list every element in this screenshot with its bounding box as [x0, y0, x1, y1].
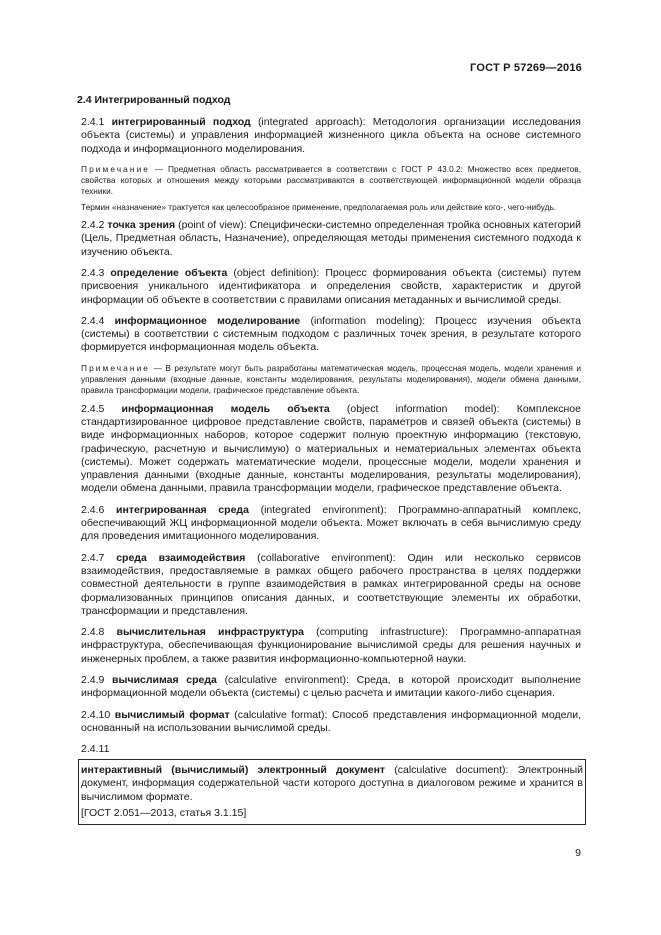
boxed-source-reference: [ГОСТ 2.051—2013, статья 3.1.15] — [81, 807, 247, 820]
entry-english: (computing infrastructure): — [316, 626, 448, 639]
entry-term: точка зрения — [107, 219, 176, 232]
entry-term: интегрированная среда — [116, 503, 249, 516]
entry-number: 2.4.3 — [81, 266, 105, 279]
entry-term: информационное моделирование — [114, 314, 301, 327]
entry-number: 2.4.9 — [81, 673, 105, 686]
entry-2-4-11-number: 2.4.11 — [81, 743, 110, 756]
entry-number: 2.4.4 — [81, 314, 105, 327]
entry-term: интерактивный (вычислимый) электронный документ — [81, 764, 386, 777]
entry-2-4-4 — [81, 315, 581, 355]
entry-english: (information modeling): — [310, 314, 426, 327]
entry-2-4-5 — [81, 403, 581, 496]
entry-term: информационная модель объекта — [121, 402, 330, 415]
entry-2-4-1 — [81, 116, 581, 156]
entry-english: (calculative environment): — [224, 673, 349, 686]
entry-number: 2.4.2 — [81, 219, 105, 232]
entry-2-4-3 — [81, 267, 581, 307]
note-subject-area — [81, 164, 581, 198]
entry-definition: Программно-аппаратная инфраструктура, обеспечивающая функционирование вычислимой среды для решения научных и инженерных проблем, а также развития информационно-компьютерной науки. — [81, 626, 582, 665]
entry-term: определение объекта — [110, 266, 228, 279]
note-purpose-term — [81, 202, 581, 213]
entry-english: (integrated approach): — [257, 116, 366, 128]
entry-definition: Среда, в которой происходит выполнение информационной модели объекта (системы) с целью расчета и имитации какого-либо сценария. — [81, 673, 581, 700]
entry-2-4-10 — [81, 709, 581, 736]
note-lead: Примечание — [81, 362, 151, 373]
entry-term: вычислимый формат — [114, 708, 230, 721]
page-number: 9 — [575, 847, 581, 859]
note-text: — Предметная область рассматривается в соответствии с ГОСТ Р 43.0.2: Множество всех предметов, свойства которых и отношения между которыми рассматриваются в соответствующей информационной модели образца техники. — [81, 163, 581, 197]
standard-header: ГОСТ Р 57269—2016 — [470, 62, 582, 74]
entry-definition: Процесс формирования объекта (системы) путем присвоения уникального идентификатора и определения свойств, характеристик и другой информации об объекте в соответствии с правилами описания метаданных и вычислимой среды. — [81, 266, 582, 306]
entry-number: 2.4.1 — [81, 116, 105, 128]
entry-english: (object definition): — [233, 266, 320, 279]
entry-definition: Электронный документ, информация содержательной части которого доступна в диалоговом режиме и хранится в вычислимом формате. — [81, 764, 584, 803]
entry-term: вычислительная инфраструктура — [116, 626, 304, 639]
entry-definition: Процесс изучения объекта (системы) в соответствии с системным подходом с различных точек зрения, в результате которого формируется информационная модель объекта. — [81, 314, 581, 354]
entry-2-4-2 — [81, 219, 581, 259]
entry-number: 2.4.7 — [81, 551, 105, 564]
note-lead: Примечание — [81, 163, 151, 174]
entry-definition: Комплексное стандартизированное цифровое представление свойств, параметров и связей объекта (системы) в виде информационных наборов, которое содержит полную проектную информацию (текстовую, графическую, расчетную и вычислимую) о материальных и нематериальных элементах объекта (системы). Может содержать математические модели, процессные модели, модели хранения и управления данными (входные данные, константы моделирования, результаты моделирования), модели обмена данными, правила трансформации модели, графическое представление объекта. — [81, 402, 581, 495]
document-body — [81, 116, 584, 825]
entry-definition: Специфически-системно определенная тройка основных категорий (Цель, Предметная область, Назначение), определяющая методы применения системного подхода к изучению объекта. — [81, 219, 582, 258]
entry-number: 2.4.10 — [81, 708, 111, 721]
boxed-entry — [81, 764, 583, 804]
entry-term: интегрированный подход — [111, 116, 251, 128]
note-model-results — [81, 363, 581, 397]
section-title: 2.4 Интегрированный подход — [77, 94, 231, 106]
entry-definition: Программно-аппаратный комплекс, обеспечивающий ЖЦ информационной модели объекта. Может включать в себя вычислимую среду для проведения имитационного моделирования. — [81, 503, 582, 543]
note-text: Термин «назначение» трактуется как целесообразное применение, предполагаемая роль или действие кого-, чего-нибудь. — [81, 201, 557, 212]
entry-term: среда взаимодействия — [116, 551, 246, 564]
entry-definition: Методология организации исследования объекта (системы) и управления информацией жизненного цикла объекта на основе системного подхода и информационного моделирования. — [81, 116, 581, 155]
entry-2-4-8 — [81, 626, 581, 666]
entry-number: 2.4.5 — [81, 402, 105, 415]
entry-2-4-9 — [81, 674, 581, 701]
entry-definition: Способ представления информационной модели, основанный на использовании вычислимой среды. — [81, 708, 582, 734]
entry-english: (calculative document): — [394, 764, 509, 777]
entry-english: (calculative format): — [234, 708, 328, 721]
entry-number: 2.4.6 — [81, 503, 105, 516]
entry-english: (collaborative environment): — [257, 551, 396, 564]
entry-number: 2.4.8 — [81, 626, 105, 639]
entry-english: (integrated environment): — [260, 503, 387, 516]
boxed-definition — [78, 759, 586, 825]
note-text: — В результате могут быть разработаны математическая модель, процессная модель, модели хранения и управления данными (входные данные, константы моделирования, результаты моделирования), модели обмена данными, правила трансформации модели, графическое представление объекта. — [81, 362, 581, 396]
entry-term: вычислимая среда — [112, 673, 217, 686]
entry-english: (point of view): — [178, 219, 247, 232]
entry-definition: Один или несколько сервисов взаимодействия, предоставляемые в рамках общего рабочего пространства в целях поддержки совместной деятельности в группе взаимодействия в рамках интегрированной среды на основе формализованных принципов описания данных, и соответствующие элементы их обработки, трансформации и представления. — [81, 551, 582, 617]
entry-2-4-6 — [81, 504, 581, 544]
entry-english: (object information model): — [346, 402, 500, 415]
entry-2-4-7 — [81, 552, 581, 618]
